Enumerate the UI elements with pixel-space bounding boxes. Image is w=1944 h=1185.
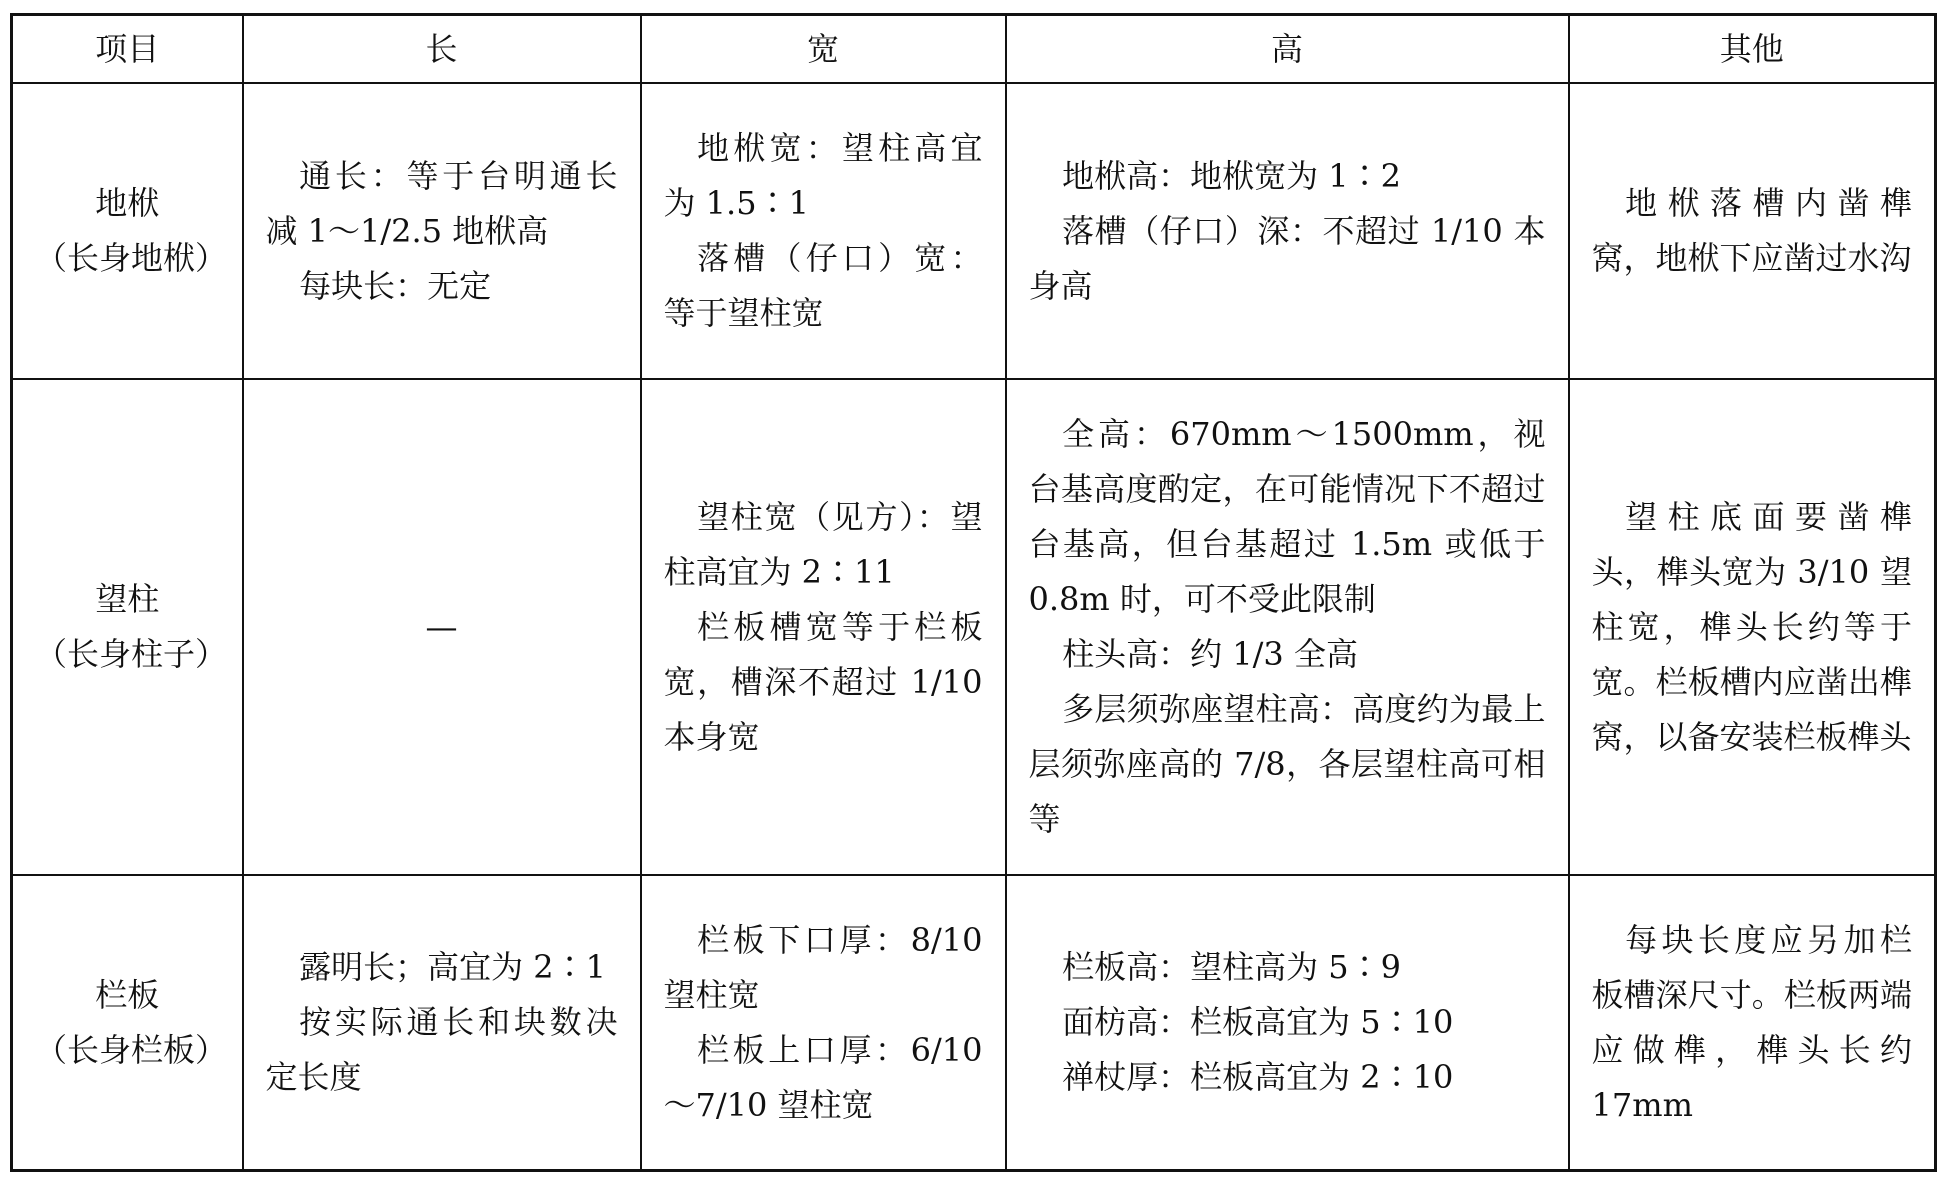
item-subtitle: （长身地栿） xyxy=(35,239,228,277)
cell-paragraph: 地栿高：地栿宽为 1∶2 xyxy=(1062,156,1401,195)
cell-paragraph: 地栿宽：望柱高宜为 1.5∶1 xyxy=(663,129,983,222)
item-name: 栏板 xyxy=(95,975,160,1014)
height-cell xyxy=(1006,379,1569,875)
width-cell xyxy=(641,875,1006,1171)
item-subtitle: （长身栏板） xyxy=(35,1030,228,1069)
item-name: 望柱 xyxy=(95,580,160,618)
cell-paragraph: 禅杖厚：栏板高宜为 2∶10 xyxy=(1062,1058,1454,1096)
cell-paragraph: 望柱底面要凿榫头，榫头宽为 3/10 望柱宽，榫头长约等于宽。栏板槽内应凿出榫窝，以备安装栏板榫头 xyxy=(1591,497,1912,756)
row-item-cell xyxy=(12,875,243,1171)
table-row xyxy=(12,875,1936,1171)
header-height: 高 xyxy=(1006,15,1569,84)
table-row xyxy=(12,83,1936,379)
cell-paragraph: 面枋高：栏板高宜为 5∶10 xyxy=(1062,1003,1454,1041)
height-cell xyxy=(1006,875,1569,1171)
spec-table xyxy=(10,13,1937,1172)
header-width: 宽 xyxy=(641,15,1006,84)
length-cell xyxy=(243,83,641,379)
other-cell xyxy=(1569,379,1936,875)
other-cell xyxy=(1569,875,1936,1171)
row-item-cell xyxy=(12,379,243,875)
header-other: 其他 xyxy=(1569,15,1936,84)
height-cell xyxy=(1006,83,1569,379)
width-cell xyxy=(641,379,1006,875)
cell-paragraph: 多层须弥座望柱高：高度约为最上层须弥座高的 7/8，各层望柱高可相等 xyxy=(1028,690,1546,838)
cell-paragraph: 全高：670mm～1500mm，视台基高度酌定，在可能情况下不超过台基高，但台基超过 1.5m 或低于 0.8m 时，可不受此限制 xyxy=(1028,415,1546,618)
cell-paragraph: 通长：等于台明通长减 1～1/2.5 地栿高 xyxy=(265,156,618,250)
other-cell xyxy=(1569,83,1936,379)
header-item: 项目 xyxy=(12,15,243,84)
cell-paragraph: 望柱宽（见方）：望柱高宜为 2∶11 xyxy=(663,497,983,591)
table-row xyxy=(12,379,1936,875)
cell-paragraph: 地栿落槽内凿榫窝，地栿下应凿过水沟 xyxy=(1591,184,1912,277)
cell-paragraph: 栏板下口厚：8/10 望柱宽 xyxy=(663,920,983,1014)
header-length: 长 xyxy=(243,15,641,84)
cell-paragraph: 落槽（仔口）宽：等于望柱宽 xyxy=(663,239,983,332)
cell-paragraph: 按实际通长和块数决定长度 xyxy=(265,1003,618,1096)
empty-dash: — xyxy=(425,607,458,646)
item-subtitle: （长身柱子） xyxy=(35,635,228,673)
cell-paragraph: 栏板槽宽等于栏板宽，槽深不超过 1/10 本身宽 xyxy=(663,607,983,756)
cell-paragraph: 每块长：无定 xyxy=(299,266,492,305)
header-row xyxy=(12,15,1936,84)
row-item-cell xyxy=(12,83,243,379)
cell-paragraph: 每块长度应另加栏板槽深尺寸。栏板两端应做榫，榫头长约 17mm xyxy=(1591,920,1912,1124)
length-cell xyxy=(243,875,641,1171)
cell-paragraph: 栏板上口厚：6/10～7/10 望柱宽 xyxy=(663,1030,983,1124)
width-cell xyxy=(641,83,1006,379)
length-cell xyxy=(243,379,641,875)
cell-paragraph: 露明长；高宜为 2∶1 xyxy=(299,948,606,986)
cell-paragraph: 柱头高：约 1/3 全高 xyxy=(1062,635,1358,673)
cell-paragraph: 栏板高：望柱高为 5∶9 xyxy=(1062,948,1401,986)
item-name: 地栿 xyxy=(95,184,160,222)
cell-paragraph: 落槽（仔口）深：不超过 1/10 本身高 xyxy=(1028,211,1546,305)
